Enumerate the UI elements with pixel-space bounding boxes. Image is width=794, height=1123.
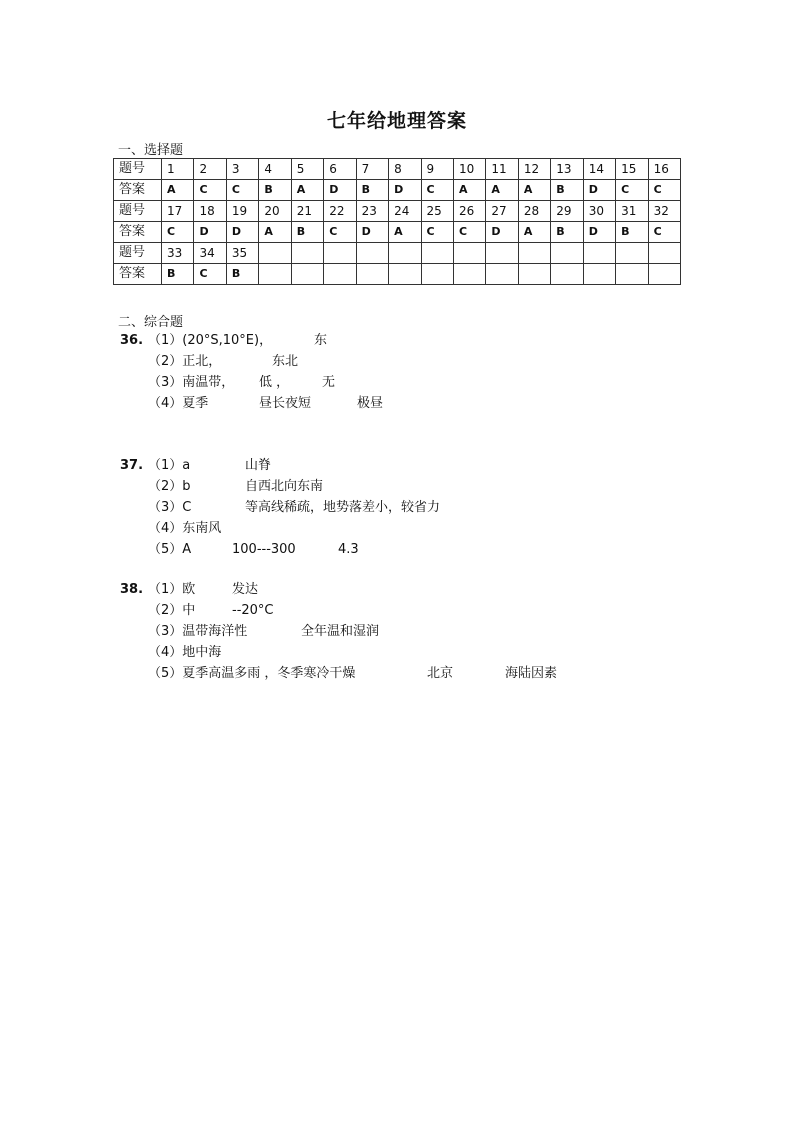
table-cell xyxy=(616,243,648,264)
table-cell xyxy=(389,264,421,285)
table-cell: C xyxy=(453,222,485,243)
answer-value: 东 xyxy=(314,333,328,348)
table-cell: 35 xyxy=(226,243,258,264)
question-number: 38. xyxy=(120,582,144,597)
table-cell: 26 xyxy=(453,201,485,222)
table-cell: B xyxy=(551,222,583,243)
table-cell: A xyxy=(453,180,485,201)
table-cell xyxy=(518,243,550,264)
table-cell: A xyxy=(389,222,421,243)
table-cell: 34 xyxy=(194,243,226,264)
table-cell: 3 xyxy=(226,159,258,180)
answer-value: 等高线稀疏，地势落差小，较省力 xyxy=(245,500,441,515)
table-cell xyxy=(453,264,485,285)
table-cell: A xyxy=(259,222,291,243)
table-row xyxy=(114,201,681,222)
answer-value: 昼长夜短 xyxy=(259,396,312,411)
answer-label: （4）夏季 xyxy=(148,396,209,411)
table-cell: 5 xyxy=(291,159,323,180)
table-cell: 18 xyxy=(194,201,226,222)
section-heading-comprehensive: 二、综合题 xyxy=(118,315,184,330)
table-cell: 19 xyxy=(226,201,258,222)
answer-label: （1）a xyxy=(148,458,191,473)
answer-value: 东北 xyxy=(272,354,299,369)
table-cell: C xyxy=(421,180,453,201)
table-cell xyxy=(259,243,291,264)
table-cell: 20 xyxy=(259,201,291,222)
table-cell xyxy=(356,264,388,285)
table-cell xyxy=(518,264,550,285)
table-cell: B xyxy=(226,264,258,285)
table-cell: A xyxy=(518,180,550,201)
table-cell: 32 xyxy=(648,201,680,222)
answer-value: --20°C xyxy=(232,603,274,618)
table-cell: 31 xyxy=(616,201,648,222)
table-cell xyxy=(486,243,518,264)
table-cell: D xyxy=(389,180,421,201)
table-cell xyxy=(583,264,615,285)
table-cell: A xyxy=(486,180,518,201)
table-cell: D xyxy=(194,222,226,243)
row-label: 答案 xyxy=(114,264,162,285)
table-cell xyxy=(421,243,453,264)
answer-label: （1）欧 xyxy=(148,582,196,597)
table-row xyxy=(114,222,681,243)
answer-label: （3）C xyxy=(148,500,192,515)
table-cell: B xyxy=(259,180,291,201)
row-label: 答案 xyxy=(114,222,162,243)
table-cell: 15 xyxy=(616,159,648,180)
table-cell: 13 xyxy=(551,159,583,180)
table-cell: 21 xyxy=(291,201,323,222)
table-cell: C xyxy=(616,180,648,201)
table-cell: 4 xyxy=(259,159,291,180)
table-cell: A xyxy=(162,180,194,201)
table-cell: 30 xyxy=(583,201,615,222)
answer-label: （2）中 xyxy=(148,603,196,618)
table-cell: D xyxy=(324,180,356,201)
answer-label: （3）温带海洋性 xyxy=(148,624,248,639)
table-cell: 33 xyxy=(162,243,194,264)
question-number: 37. xyxy=(120,458,144,473)
answer-value: 全年温和湿润 xyxy=(301,624,380,639)
table-cell: C xyxy=(648,222,680,243)
answer-label: （4）地中海 xyxy=(148,645,222,660)
table-cell: D xyxy=(486,222,518,243)
table-cell xyxy=(356,243,388,264)
table-cell: D xyxy=(583,222,615,243)
answer-label: （2）b xyxy=(148,479,191,494)
row-label: 题号 xyxy=(114,201,162,222)
table-cell: A xyxy=(518,222,550,243)
row-label: 题号 xyxy=(114,159,162,180)
table-row xyxy=(114,264,681,285)
table-cell: C xyxy=(162,222,194,243)
table-cell: C xyxy=(648,180,680,201)
table-cell xyxy=(616,264,648,285)
table-cell: B xyxy=(356,180,388,201)
table-cell: 28 xyxy=(518,201,550,222)
answer-table xyxy=(113,158,681,285)
section-heading-choice: 一、选择题 xyxy=(118,143,184,158)
table-cell xyxy=(421,264,453,285)
table-cell: B xyxy=(291,222,323,243)
table-cell: 2 xyxy=(194,159,226,180)
answer-label: （5）夏季高温多雨 ，冬季寒冷干燥 xyxy=(148,666,356,681)
row-label: 答案 xyxy=(114,180,162,201)
answer-value: 自西北向东南 xyxy=(245,479,324,494)
answer-value: 极昼 xyxy=(357,396,384,411)
table-cell: 29 xyxy=(551,201,583,222)
table-cell: A xyxy=(291,180,323,201)
answer-value: 海陆因素 xyxy=(505,666,558,681)
table-cell: B xyxy=(616,222,648,243)
table-cell: 24 xyxy=(389,201,421,222)
table-cell: 8 xyxy=(389,159,421,180)
answer-label: （2）正北， xyxy=(148,354,222,369)
answer-value: 北京 xyxy=(427,666,454,681)
table-cell: B xyxy=(551,180,583,201)
answer-value: 发达 xyxy=(232,582,259,597)
answer-value: 4.3 xyxy=(338,542,359,557)
answer-label: （4）东南风 xyxy=(148,521,222,536)
table-cell xyxy=(291,243,323,264)
table-cell xyxy=(551,264,583,285)
table-cell: 27 xyxy=(486,201,518,222)
page-title: 七年给地理答案 xyxy=(326,110,467,132)
table-cell: 9 xyxy=(421,159,453,180)
table-cell xyxy=(389,243,421,264)
table-cell xyxy=(648,264,680,285)
table-cell: 11 xyxy=(486,159,518,180)
table-cell: 14 xyxy=(583,159,615,180)
table-cell xyxy=(551,243,583,264)
question-number: 36. xyxy=(120,333,144,348)
answer-value: 100---300 xyxy=(232,542,296,557)
table-cell xyxy=(324,243,356,264)
table-cell: C xyxy=(194,264,226,285)
answer-value: 低 ， xyxy=(259,375,290,390)
table-cell xyxy=(324,264,356,285)
answer-value: 无 xyxy=(322,375,336,390)
table-cell xyxy=(259,264,291,285)
table-cell: 1 xyxy=(162,159,194,180)
table-cell: C xyxy=(194,180,226,201)
table-cell: D xyxy=(226,222,258,243)
table-cell: 17 xyxy=(162,201,194,222)
table-cell: 6 xyxy=(324,159,356,180)
table-cell xyxy=(453,243,485,264)
table-cell: 22 xyxy=(324,201,356,222)
table-cell xyxy=(486,264,518,285)
table-cell: 10 xyxy=(453,159,485,180)
table-row xyxy=(114,180,681,201)
answer-value: 山脊 xyxy=(245,458,272,473)
table-cell: 12 xyxy=(518,159,550,180)
table-cell: 25 xyxy=(421,201,453,222)
table-cell: C xyxy=(324,222,356,243)
table-cell: C xyxy=(421,222,453,243)
table-cell: D xyxy=(583,180,615,201)
table-cell: B xyxy=(162,264,194,285)
answer-label: （3）南温带， xyxy=(148,375,235,390)
table-row xyxy=(114,243,681,264)
table-cell: 23 xyxy=(356,201,388,222)
table-cell xyxy=(291,264,323,285)
table-cell: 7 xyxy=(356,159,388,180)
table-cell: 16 xyxy=(648,159,680,180)
table-cell: D xyxy=(356,222,388,243)
answer-label: （5）A xyxy=(148,542,192,557)
table-cell: C xyxy=(226,180,258,201)
table-row xyxy=(114,159,681,180)
answer-label: （1）(20°S,10°E)， xyxy=(148,333,273,348)
table-cell xyxy=(648,243,680,264)
table-cell xyxy=(583,243,615,264)
row-label: 题号 xyxy=(114,243,162,264)
